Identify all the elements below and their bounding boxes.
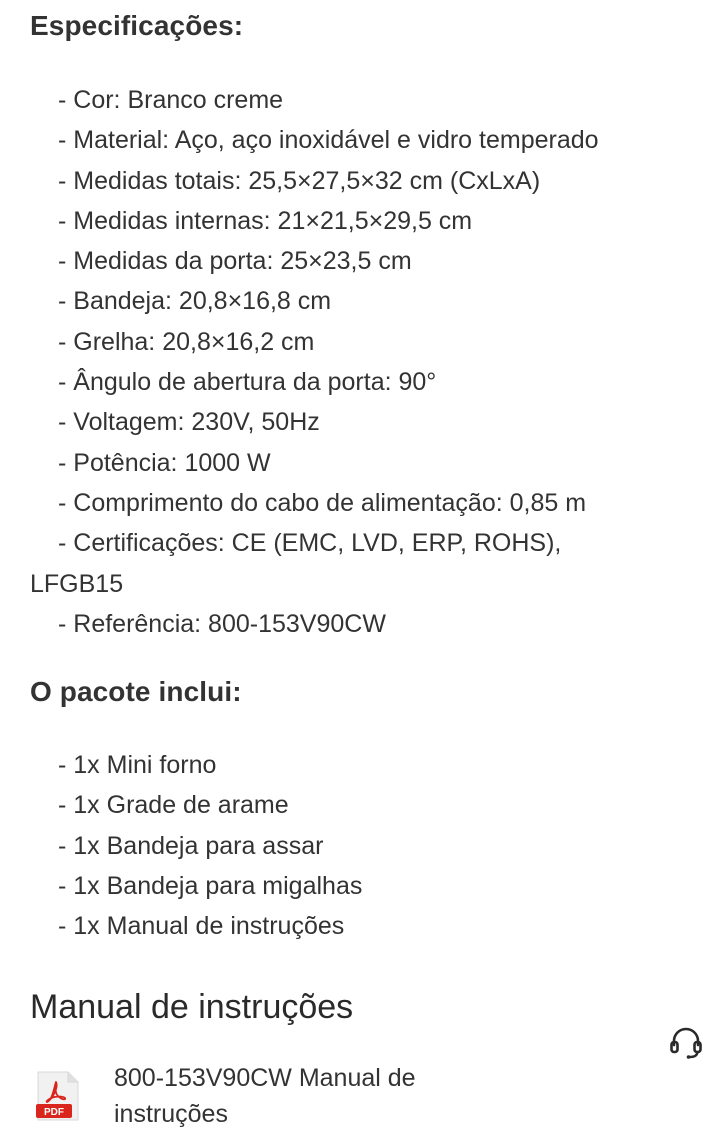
- spec-item-certifications: [30, 523, 690, 604]
- manual-file-link[interactable]: 800-153V90CW Manual de instruções: [114, 1064, 416, 1128]
- spec-item-power: - Potência: 1000 W: [58, 448, 271, 477]
- headset-icon[interactable]: [668, 1024, 704, 1060]
- manual-file-row[interactable]: [30, 1060, 670, 1140]
- manual-heading: Manual de instruções: [30, 988, 354, 1026]
- spec-item-door-size: - Medidas da porta: 25×23,5 cm: [58, 247, 412, 276]
- package-list: [58, 745, 690, 946]
- spec-item-certifications-line1: - Certificações: CE (EMC, LVD, ERP, ROHS),: [58, 529, 562, 558]
- headset-icon-graphic: [668, 1024, 704, 1060]
- spec-item-cable-length: - Comprimento do cabo de alimentação: 0,85 m: [58, 488, 587, 517]
- spec-item-reference: - Referência: 800-153V90CW: [58, 609, 386, 638]
- spec-item-total-size: - Medidas totais: 25,5×27,5×32 cm (CxLxA): [58, 166, 541, 195]
- spec-item-certifications-line2: LFGB15: [30, 569, 124, 598]
- spec-item-tray: - Bandeja: 20,8×16,8 cm: [58, 287, 332, 316]
- pdf-file-icon: [36, 1070, 80, 1122]
- pdf-badge-label: PDF: [44, 1107, 64, 1118]
- package-item: - 1x Mini forno: [58, 751, 217, 779]
- spec-item-material: - Material: Aço, aço inoxidável e vidro temperado: [58, 126, 599, 155]
- spec-item-voltage: - Voltagem: 230V, 50Hz: [58, 408, 320, 437]
- spec-item-door-angle: - Ângulo de abertura da porta: 90°: [58, 368, 437, 397]
- package-item: - 1x Grade de arame: [58, 791, 289, 820]
- spec-item-internal-size: - Medidas internas: 21×21,5×29,5 cm: [58, 206, 473, 235]
- package-item: - 1x Bandeja para assar: [58, 831, 324, 860]
- specifications-heading: Especificações:: [30, 10, 244, 41]
- package-heading: O pacote inclui:: [30, 676, 242, 707]
- pdf-file-icon-graphic: [36, 1070, 80, 1122]
- spec-item-color: - Cor: Branco creme: [58, 86, 284, 114]
- package-item: - 1x Bandeja para migalhas: [58, 871, 363, 900]
- package-item: - 1x Manual de instruções: [58, 912, 345, 941]
- spec-item-grill: - Grelha: 20,8×16,2 cm: [58, 327, 315, 356]
- specifications-list: [30, 80, 690, 644]
